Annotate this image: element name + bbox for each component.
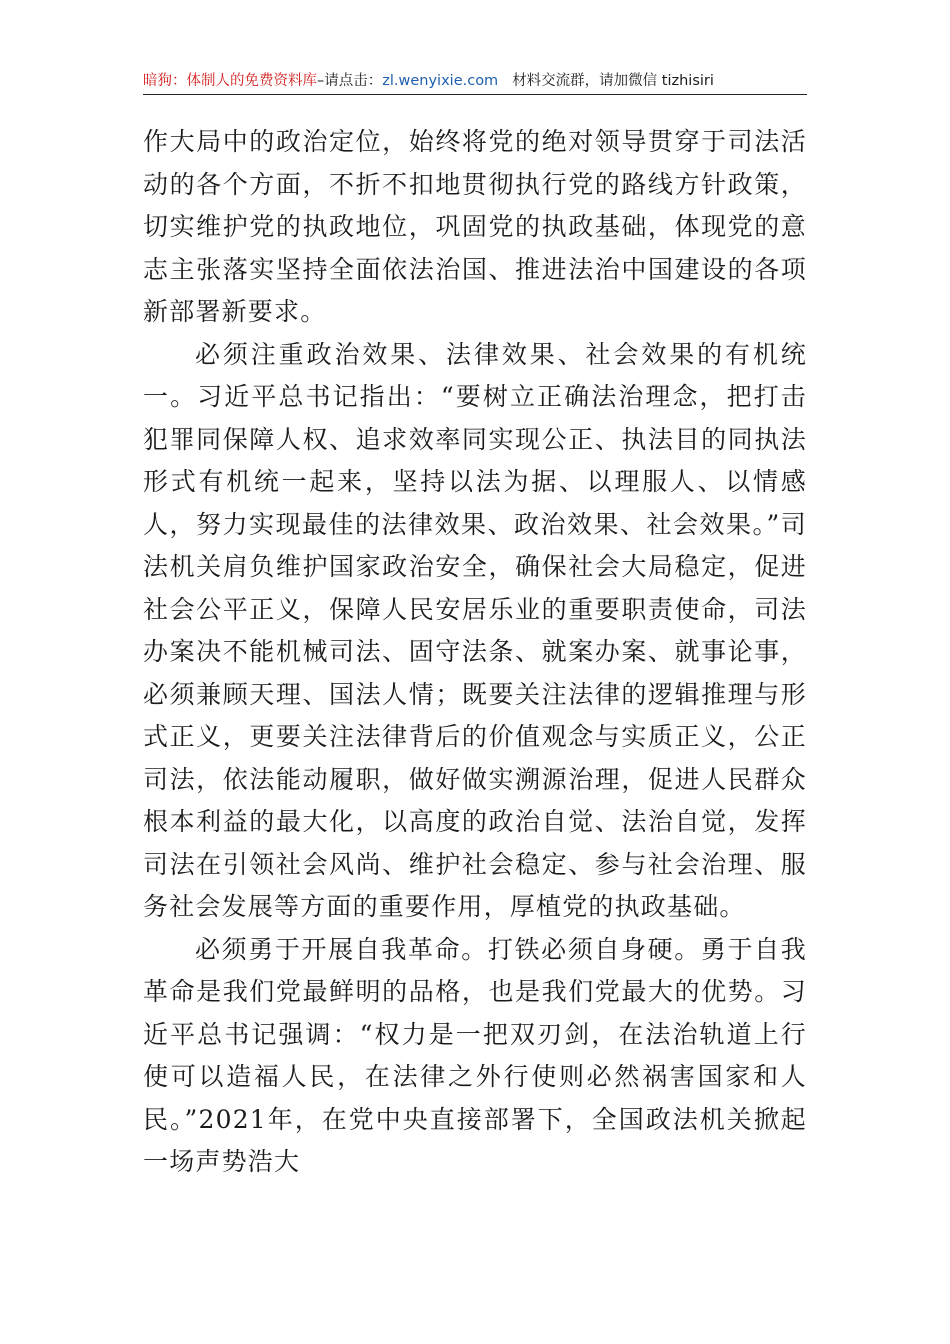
paragraph: 作大局中的政治定位，始终将党的绝对领导贯穿于司法活动的各个方面，不折不扣地贯彻执行党的路线方针政策，切实维护党的执政地位，巩固党的执政基础，体现党的意志主张落实坚持全面依法治国、推进法治中国建设的各项新部署新要求。 [143, 127, 807, 326]
paragraph: 必须勇于开展自我革命。打铁必须自身硬。勇于自我革命是我们党最鲜明的品格，也是我们党最大的优势。习近平总书记强调：“权力是一把双刃剑，在法治轨道上行使可以造福人民，在法律之外行使则必然祸害国家和人民。”2021年，在党中央直接部署下，全国政法机关掀起一场声势浩大 [143, 934, 807, 1176]
header-prompt: –请点击： [317, 73, 383, 89]
document-body [143, 121, 807, 1184]
page-header [143, 68, 807, 95]
header-brand: 暗狗：体制人的免费资料库 [143, 73, 317, 89]
header-wechat: 材料交流群，请加微信 tizhisiri [512, 73, 714, 89]
header-link[interactable]: zl.wenyixie.com [382, 73, 499, 89]
paragraph: 必须注重政治效果、法律效果、社会效果的有机统一。习近平总书记指出：“要树立正确法治理念，把打击犯罪同保障人权、追求效率同实现公正、执法目的同执法形式有机统一起来，坚持以法为据、以理服人、以情感人，努力实现最佳的法律效果、政治效果、社会效果。”司法机关肩负维护国家政治安全，确保社会大局稳定，促进社会公平正义，保障人民安居乐业的重要职责使命，司法办案决不能机械司法、固守法条、就案办案、就事论事，必须兼顾天理、国法人情；既要关注法律的逻辑推理与形式正义，更要关注法律背后的价值观念与实质正义，公正司法，依法能动履职，做好做实溯源治理，促进人民群众根本利益的最大化，以高度的政治自觉、法治自觉，发挥司法在引领社会风尚、维护社会稳定、参与社会治理、服务社会发展等方面的重要作用，厚植党的执政基础。 [143, 339, 807, 921]
